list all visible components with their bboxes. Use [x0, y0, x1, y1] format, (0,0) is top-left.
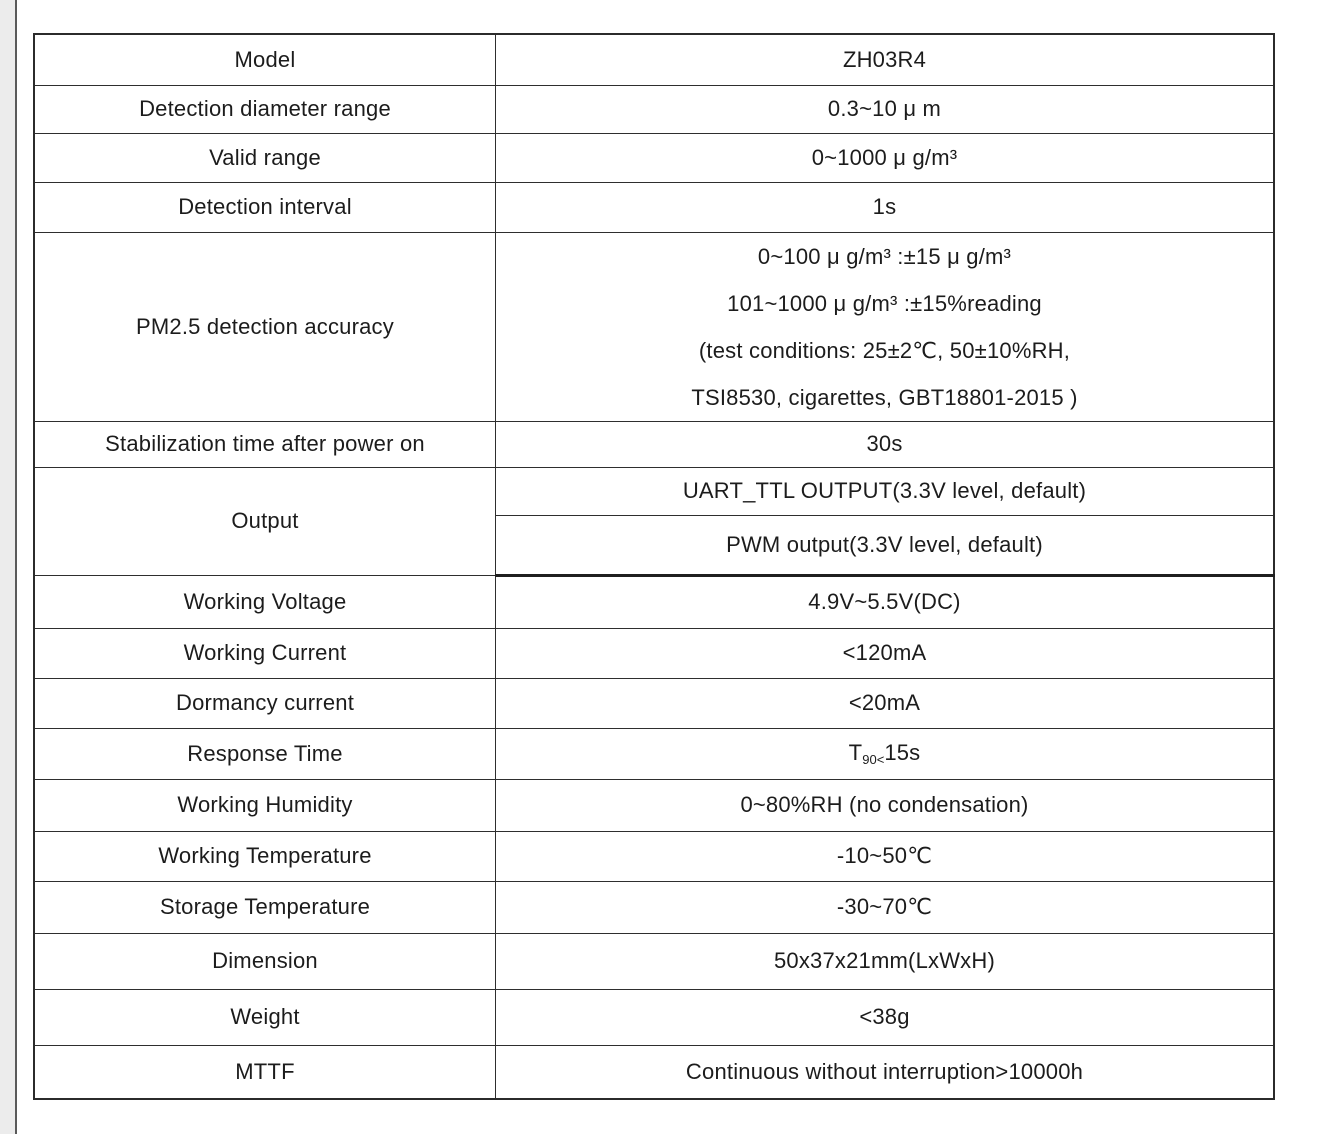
spec-row-dimension: [34, 933, 1274, 989]
spec-row-working-temperature: [34, 831, 1274, 881]
spec-value: 0.3~10 μ m: [496, 85, 1275, 133]
spec-value: 0~1000 μ g/m³: [496, 133, 1275, 182]
spec-row-weight: [34, 989, 1274, 1045]
spec-row-model: [34, 34, 1274, 85]
spec-value: UART_TTL OUTPUT(3.3V level, default): [496, 467, 1275, 515]
response-time-base: T: [848, 740, 863, 765]
spec-label: Weight: [34, 989, 496, 1045]
spec-label: Response Time: [34, 728, 496, 779]
response-time-subscript: 90<: [862, 752, 885, 767]
spec-value: 4.9V~5.5V(DC): [496, 575, 1275, 628]
spec-row-working-humidity: [34, 779, 1274, 831]
spec-row-dormancy-current: [34, 678, 1274, 728]
spec-row-response-time: [34, 728, 1274, 779]
spec-label: Working Humidity: [34, 779, 496, 831]
spec-value: <120mA: [496, 628, 1275, 678]
spec-label: Working Current: [34, 628, 496, 678]
accuracy-line: TSI8530, cigarettes, GBT18801-2015 ): [691, 384, 1078, 410]
response-time-rest: 15s: [884, 740, 921, 765]
spec-table: [33, 33, 1275, 1100]
spec-label: Storage Temperature: [34, 881, 496, 933]
accuracy-line: 0~100 μ g/m³ :±15 μ g/m³: [757, 243, 1012, 269]
spec-value: 1s: [496, 182, 1275, 232]
spec-label: Working Voltage: [34, 575, 496, 628]
spec-row-working-current: [34, 628, 1274, 678]
spec-row-output-uart: [34, 467, 1274, 515]
spec-row-accuracy: [34, 232, 1274, 421]
page-edge-strip: [0, 0, 17, 1134]
spec-row-working-voltage: [34, 575, 1274, 628]
spec-label: Model: [34, 34, 496, 85]
spec-row-stabilization: [34, 421, 1274, 467]
spec-label: Valid range: [34, 133, 496, 182]
spec-row-storage-temperature: [34, 881, 1274, 933]
accuracy-line: (test conditions: 25±2℃, 50±10%RH,: [698, 337, 1071, 363]
spec-value: PWM output(3.3V level, default): [496, 515, 1275, 575]
spec-row-valid-range: [34, 133, 1274, 182]
spec-value: 0~80%RH (no condensation): [496, 779, 1275, 831]
spec-value-response-time: [496, 728, 1275, 779]
spec-label: Detection diameter range: [34, 85, 496, 133]
spec-label: Detection interval: [34, 182, 496, 232]
spec-value: 50x37x21mm(LxWxH): [496, 933, 1275, 989]
accuracy-line: 101~1000 μ g/m³ :±15%reading: [727, 290, 1042, 316]
spec-value-accuracy: [496, 232, 1275, 421]
spec-label: Stabilization time after power on: [34, 421, 496, 467]
spec-value: Continuous without interruption>10000h: [496, 1045, 1275, 1099]
spec-label: Output: [34, 467, 496, 575]
spec-value: <38g: [496, 989, 1275, 1045]
spec-value: ZH03R4: [496, 34, 1275, 85]
spec-value: 30s: [496, 421, 1275, 467]
spec-label: MTTF: [34, 1045, 496, 1099]
spec-value: <20mA: [496, 678, 1275, 728]
spec-label: Dormancy current: [34, 678, 496, 728]
spec-value: -30~70℃: [496, 881, 1275, 933]
spec-row-mttf: [34, 1045, 1274, 1099]
spec-label: Working Temperature: [34, 831, 496, 881]
spec-row-detection-interval: [34, 182, 1274, 232]
spec-label: PM2.5 detection accuracy: [34, 232, 496, 421]
spec-row-detection-diameter: [34, 85, 1274, 133]
spec-label: Dimension: [34, 933, 496, 989]
spec-value: -10~50℃: [496, 831, 1275, 881]
